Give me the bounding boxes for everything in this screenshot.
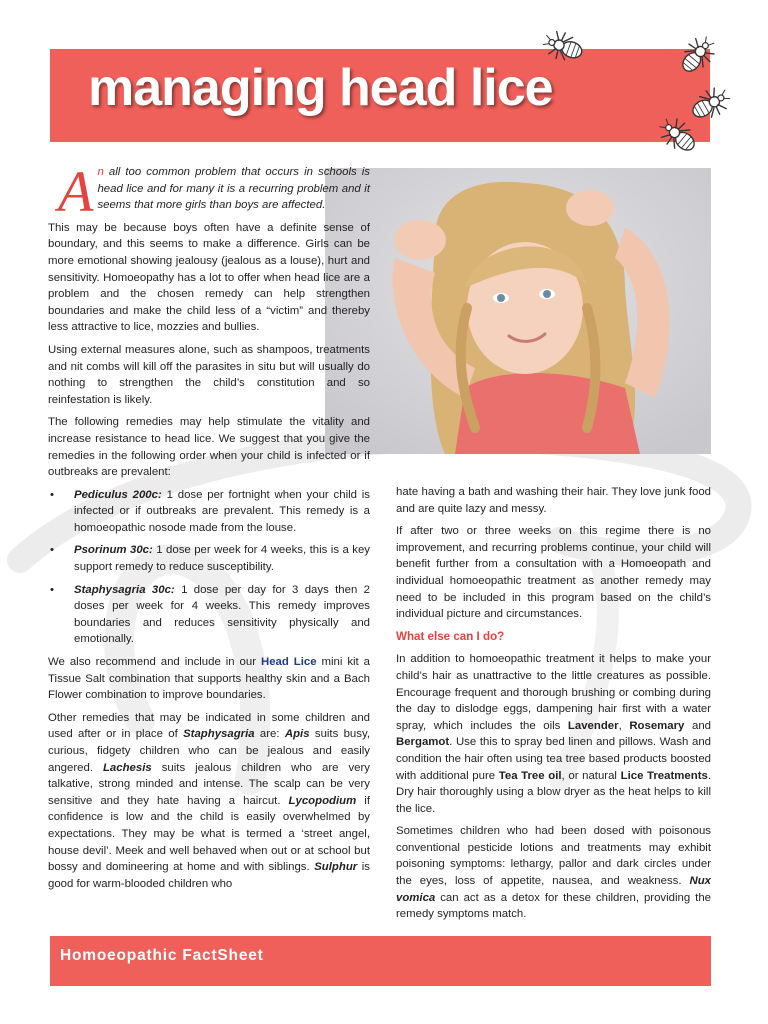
paragraph: The following remedies may help stimulate the vitality and increase resistance to head lice. We suggest that you give the remedies in the following order when your child is infected or if outbreaks are prevalent: <box>48 416 370 479</box>
remedy-text: 1 dose per day for 3 days then 2 doses per week for 4 weeks. This remedy improves boundaries and reduces sensitivity physically and emotionally. <box>74 583 370 646</box>
text: suits jealous children who are very talkative, strong minded and intense. The scalp can be very sensitive and they hate having a haircut. <box>48 761 370 807</box>
text: We also recommend and include in our <box>48 656 261 669</box>
text: , <box>618 719 630 732</box>
paragraph: This may be because boys often have a definite sense of boundary, and this seems to make a difference. Girls can be more emotional showing jealousy (jealous as a louse), hurt and sensitivity. Homoeopathy has a lot to offer when head lice are a problem and the chosen remedy can help strengthen boundaries and make the child less of a “victim” and thereby less attractive to lice, mozzies and bullies. <box>48 221 370 334</box>
paragraph <box>48 654 370 704</box>
intro-paragraph <box>48 159 370 224</box>
paragraph <box>396 651 711 817</box>
louse-icon <box>687 82 734 125</box>
page-title: managing head lice <box>88 59 553 117</box>
intro-first-letter: n <box>97 166 104 178</box>
photo-girl-scratching-head <box>325 168 711 454</box>
louse-icon <box>675 31 721 78</box>
product-name: Lice Treatments <box>620 769 708 782</box>
product-name: Tea Tree oil <box>498 769 562 782</box>
remedy-name: Lachesis <box>102 761 152 774</box>
remedy-name: Staphysagria <box>183 728 255 741</box>
subheading: What else can I do? <box>396 629 505 643</box>
dropcap-letter: A <box>58 159 94 224</box>
text: mini kit a Tissue Salt combination that supports healthy skin and a Bach Flower combination to improve boundaries. <box>48 656 371 702</box>
remedy-name: Sulphur <box>314 861 358 874</box>
text: , or natural <box>561 769 621 782</box>
text: Sometimes children who had been dosed with poisonous conventional pesticide lotions and treatments may exhibit poisoning symptoms: lethargy, pallor and dark circles under the eyes, loss of appetite, nausea, and weakness. <box>396 825 711 888</box>
paragraph <box>48 710 370 893</box>
remedy-name: Apis <box>284 728 310 741</box>
bullet: • <box>50 488 54 501</box>
text: . Use this to spray bed linen and pillows. Wash and condition the hair often using tea tree based products boosted with additional pure <box>396 736 711 782</box>
oil-name: Bergamot <box>396 736 450 749</box>
remedy-text: 1 dose per week for 4 weeks, this is a key support remedy to reduce susceptibility. <box>74 544 370 574</box>
list-item <box>48 582 370 648</box>
text: if confidence is low and the child is easily overwhelmed by expectations. They may be what is termed a ‘street angel, house devil’. Meek and well behaved when out or at school but bossy and domineering at home and with siblings. <box>48 794 370 874</box>
paragraph <box>396 823 711 923</box>
bullet: • <box>50 544 54 557</box>
bullet: • <box>50 583 54 596</box>
text: Other remedies that may be indicated in some children and used after or in place of <box>48 711 370 741</box>
right-column <box>396 484 711 929</box>
text: In addition to homoeopathic treatment it helps to make your child’s hair as unattractive to the little creatures as possible. Encourage frequent and thorough brushing or combing during the day to dislodge eggs, dampening hair first with a water spray, which includes the oils <box>396 653 711 732</box>
list-item <box>48 542 370 575</box>
remedy-name: Lycopodium <box>288 794 357 807</box>
text: and <box>684 719 711 732</box>
oil-name: Rosemary <box>629 719 685 732</box>
text: is good for warm-blooded children who <box>48 861 370 890</box>
oil-name: Lavender <box>567 719 619 732</box>
remedy-name: Nux vomica <box>396 875 711 904</box>
paragraph: hate having a bath and washing their hair. They love junk food and are quite lazy and messy. <box>396 486 711 515</box>
footer-title: Homoeopathic FactSheet <box>60 947 264 964</box>
left-column <box>48 159 371 898</box>
louse-icon <box>654 112 701 158</box>
remedy-name: Staphysagria 30c: <box>74 583 175 596</box>
head-lice-link[interactable]: Head Lice <box>260 656 317 669</box>
remedy-name: Pediculus 200c: <box>74 488 162 501</box>
intro-text: all too common problem that occurs in schools is head lice and for many it is a recurring problem and it seems that more girls than boys are affected. <box>97 166 370 212</box>
text: can act as a detox for these children, providing the remedy symptoms match. <box>396 891 711 921</box>
text: suits busy, curious, fidgety children who can be jealous and easily angered. <box>48 728 370 774</box>
louse-illustrations <box>535 28 735 163</box>
list-item <box>48 487 370 537</box>
remedy-name: Psorinum 30c: <box>74 544 153 557</box>
remedy-text: 1 dose per fortnight when your child is infected or if outbreaks are prevalent. This remedy is a homoeopathic nosode made from the louse. <box>74 488 371 534</box>
paragraph: If after two or three weeks on this regime there is no improvement, and recurring problems continue, your child will benefit further from a consultation with a Homoeopath and individual homoeopathic treatment as another remedy may need to be included in this program based on the child’s individual picture and circumstances. <box>396 525 711 621</box>
remedies-list <box>48 487 370 648</box>
text: are: <box>254 728 285 741</box>
paragraph: Using external measures alone, such as shampoos, treatments and nit combs will kill off the parasites in situ but will usually do nothing to strengthen the child’s constitution and so reinfestation is likely. <box>48 343 370 406</box>
text: . Dry hair thoroughly using a blow dryer as the heat helps to kill the lice. <box>396 769 711 815</box>
louse-icon <box>540 28 586 66</box>
